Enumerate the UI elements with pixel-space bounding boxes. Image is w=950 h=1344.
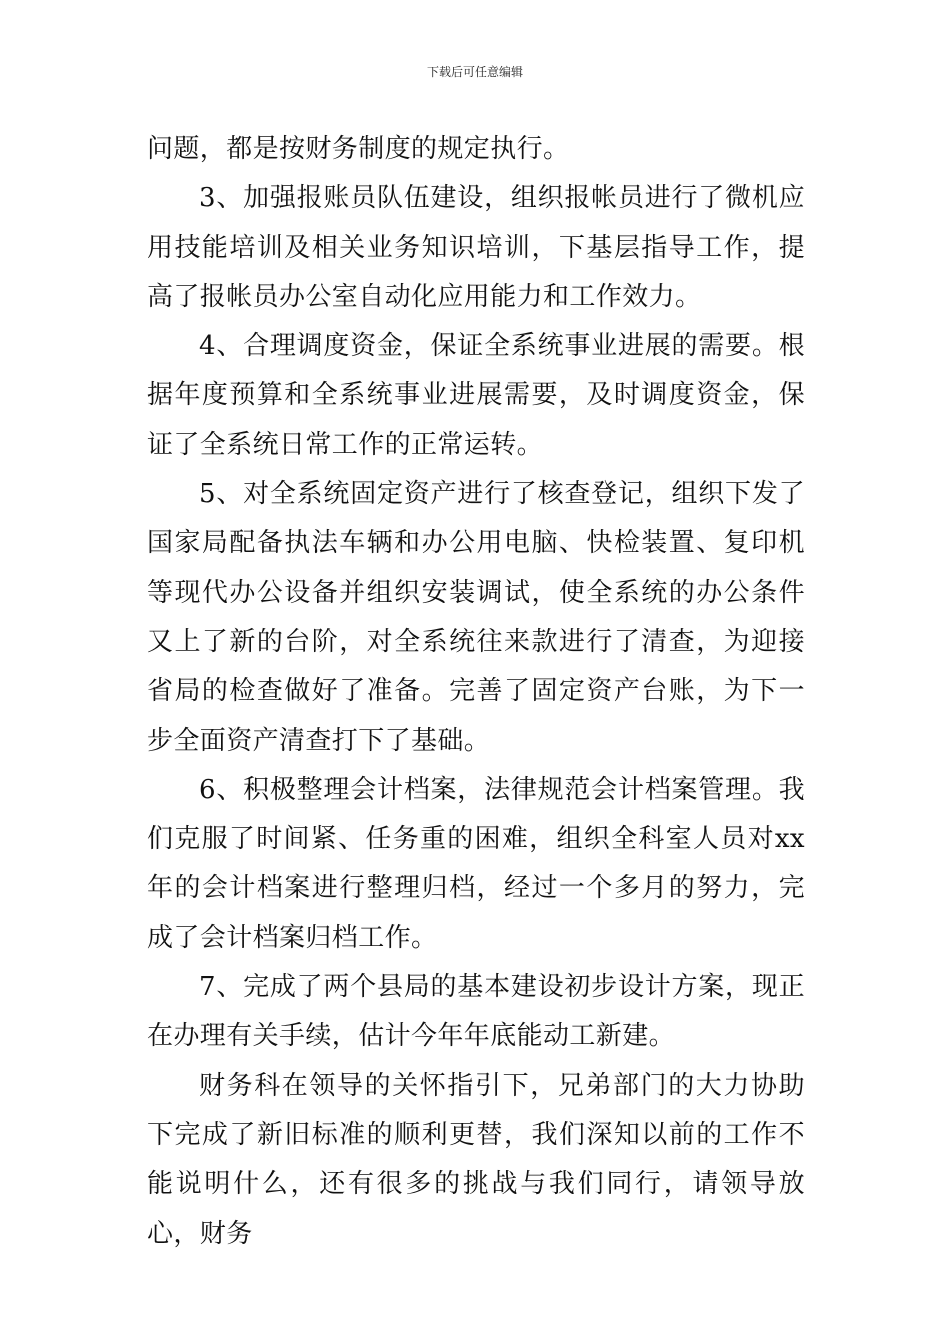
paragraph-continuation: 问题，都是按财务制度的规定执行。 [147,134,570,164]
document-body [147,125,805,1259]
paragraph-item-4: 4、合理调度资金，保证全系统事业进展的需要。根据年度预算和全系统事业进展需要，及时调度资金，保证了全系统日常工作的正常运转。 [147,331,805,460]
paragraph-closing: 财务科在领导的关怀指引下，兄弟部门的大力协助下完成了新旧标准的顺利更替，我们深知以前的工作不能说明什么，还有很多的挑战与我们同行，请领导放心，财务 [147,1070,805,1249]
page-header: 下载后可任意编辑 [426,65,523,79]
paragraph-item-5: 5、对全系统固定资产进行了核查登记，组织下发了国家局配备执法车辆和办公用电脑、快检装置、复印机等现代办公设备并组织安装调试，使全系统的办公条件又上了新的台阶，对全系统往来款进行了清查，为迎接省局的检查做好了准备。完善了固定资产台账，为下一步全面资产清查打下了基础。 [147,479,805,756]
paragraph-item-3: 3、加强报账员队伍建设，组织报帐员进行了微机应用技能培训及相关业务知识培训，下基层指导工作，提高了报帐员办公室自动化应用能力和工作效力。 [147,183,805,312]
paragraph-item-6: 6、积极整理会计档案，法律规范会计档案管理。我们克服了时间紧、任务重的困难，组织全科室人员对xx年的会计档案进行整理归档，经过一个多月的努力，完成了会计档案归档工作。 [147,774,805,953]
paragraph-item-7: 7、完成了两个县局的基本建设初步设计方案，现正在办理有关手续，估计今年年底能动工新建。 [147,972,805,1052]
